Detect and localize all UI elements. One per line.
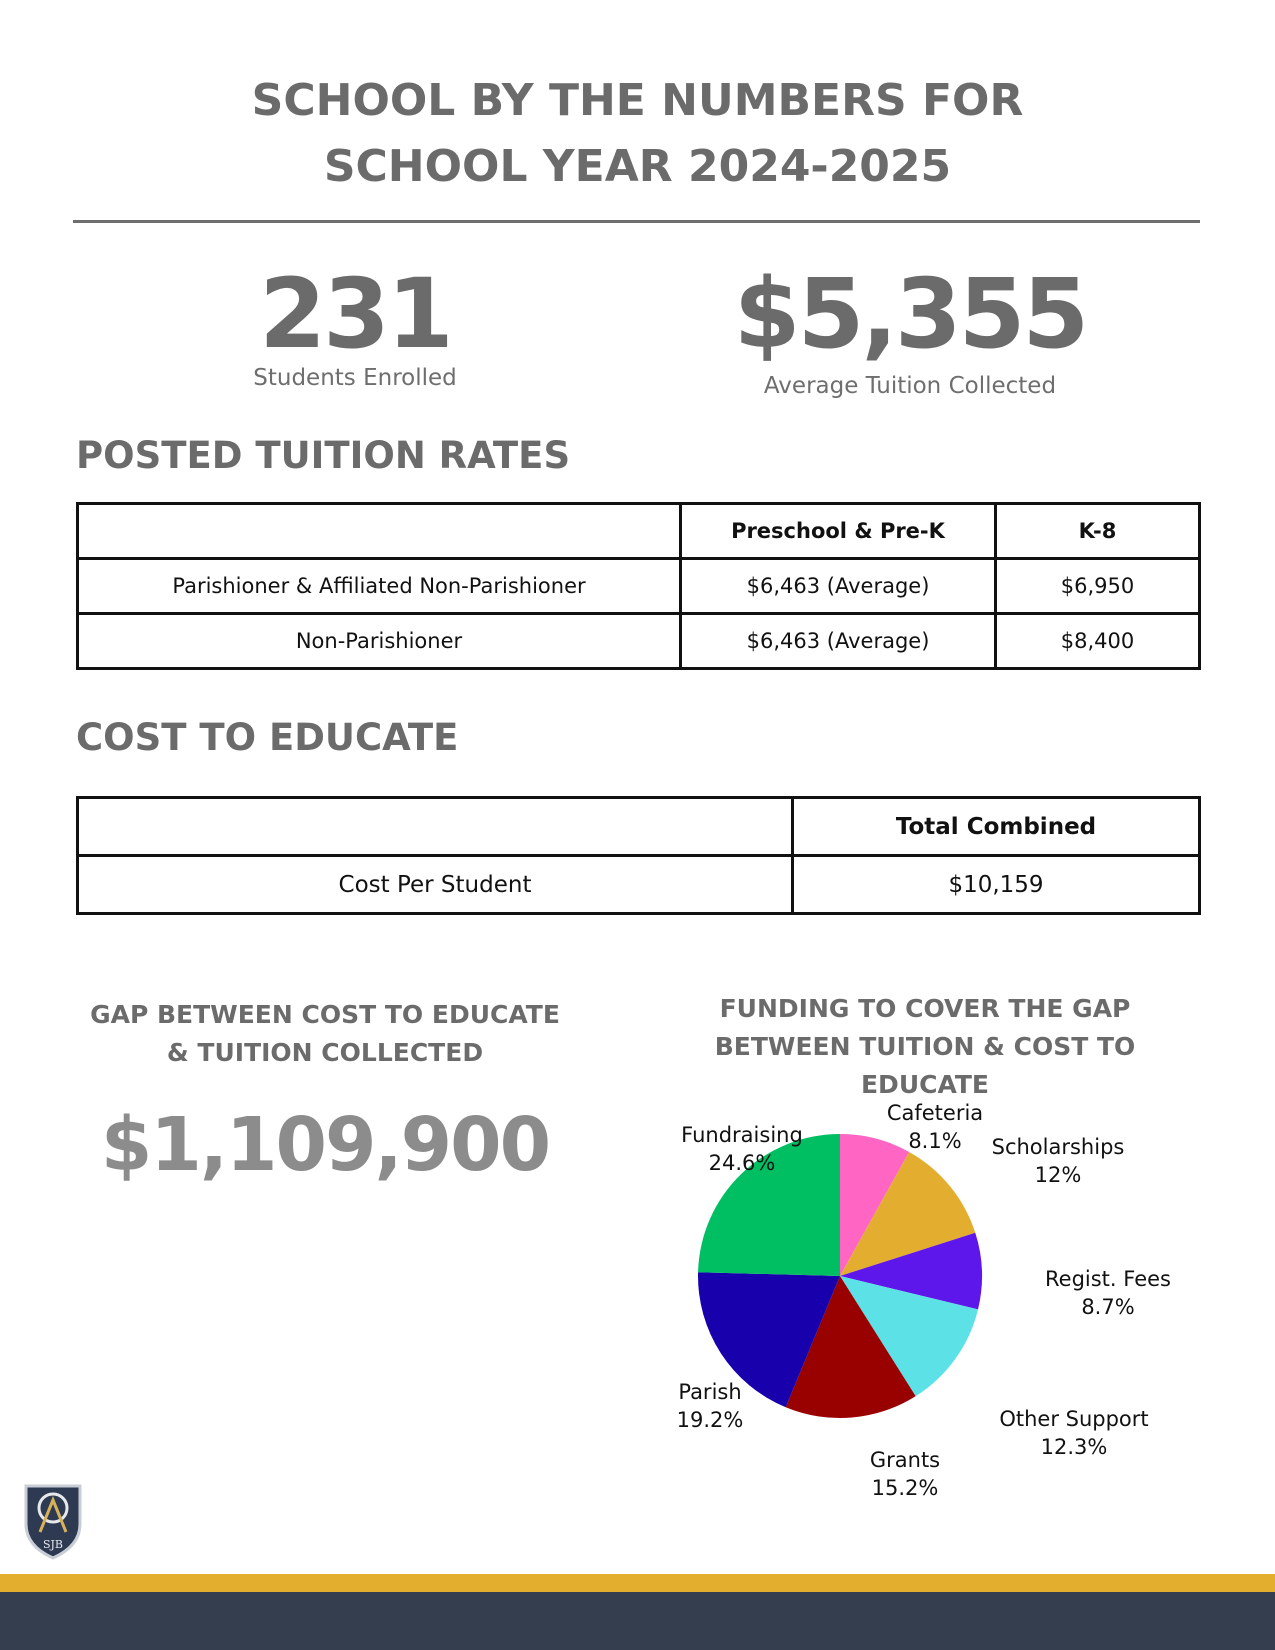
table-header-cell — [78, 798, 793, 856]
school-crest-icon — [22, 1480, 84, 1560]
pie-label-name: Grants — [869, 1448, 941, 1472]
table-header-cell — [78, 504, 681, 559]
table-cell: $6,950 — [996, 559, 1200, 614]
pie-label-name: Regist. Fees — [1045, 1267, 1171, 1291]
table-header-cell: K-8 — [996, 504, 1200, 559]
table-cell: $6,463 (Average) — [681, 614, 996, 669]
students-enrolled-label: Students Enrolled — [253, 365, 457, 391]
pie-label-name: Cafeteria — [886, 1101, 984, 1125]
pie-label-value: 8.1% — [908, 1129, 962, 1153]
tuition-rates-heading: POSTED TUITION RATES — [76, 434, 571, 477]
pie-label-value: 19.2% — [676, 1408, 744, 1432]
table-cell: $8,400 — [996, 614, 1200, 669]
gap-heading-line-2: & TUITION COLLECTED — [166, 1038, 484, 1067]
crest-monogram: SJB — [42, 1538, 64, 1551]
table-cell: $6,463 (Average) — [681, 559, 996, 614]
gap-heading-line-1: GAP BETWEEN COST TO EDUCATE — [90, 1000, 560, 1029]
pie-label-name: Fundraising — [681, 1123, 803, 1147]
pie-label-value: 8.7% — [1081, 1295, 1135, 1319]
footer-navy-band — [0, 1592, 1275, 1650]
pie-label-name: Parish — [678, 1380, 742, 1404]
funding-heading — [680, 990, 1170, 1104]
average-tuition-value: $5,355 — [733, 258, 1087, 370]
page-title-line-2: SCHOOL YEAR 2024-2025 — [323, 141, 952, 192]
funding-heading-line-1: FUNDING TO COVER THE GAP — [719, 994, 1131, 1023]
table-cell: $10,159 — [793, 856, 1200, 914]
pie-label-value: 12% — [1034, 1163, 1082, 1187]
pie-label-name: Scholarships — [991, 1135, 1125, 1159]
average-tuition-label: Average Tuition Collected — [763, 373, 1057, 399]
table-cell: Non-Parishioner — [78, 614, 681, 669]
cost-to-educate-table — [76, 796, 1201, 915]
table-header-cell: Preschool & Pre-K — [681, 504, 996, 559]
gap-heading — [60, 996, 590, 1072]
table-cell: Parishioner & Affiliated Non-Parishioner — [78, 559, 681, 614]
title-divider — [73, 220, 1200, 223]
tuition-rates-table — [76, 502, 1201, 670]
table-header-row — [78, 504, 1200, 559]
pie-label-value: 24.6% — [708, 1151, 776, 1175]
pie-label-value: 15.2% — [871, 1476, 939, 1500]
gap-value: $1,109,900 — [100, 1102, 550, 1188]
table-cell: Cost Per Student — [78, 856, 793, 914]
funding-heading-line-3: EDUCATE — [860, 1070, 989, 1099]
students-enrolled-value: 231 — [259, 258, 451, 370]
page-title — [0, 68, 1275, 200]
average-tuition-stat — [700, 258, 1120, 400]
table-row — [78, 614, 1200, 669]
table-header-row — [78, 798, 1200, 856]
cost-to-educate-heading: COST TO EDUCATE — [76, 716, 459, 759]
funding-heading-line-2: BETWEEN TUITION & COST TO — [714, 1032, 1136, 1061]
page-title-line-1: SCHOOL BY THE NUMBERS FOR — [251, 75, 1024, 126]
students-enrolled-stat — [200, 258, 510, 392]
table-row — [78, 559, 1200, 614]
table-row — [78, 856, 1200, 914]
table-header-cell: Total Combined — [793, 798, 1200, 856]
pie-label-name: Other Support — [999, 1407, 1149, 1431]
footer-gold-band — [0, 1574, 1275, 1592]
pie-label-value: 12.3% — [1040, 1435, 1108, 1459]
funding-pie-chart — [640, 1101, 1180, 1560]
